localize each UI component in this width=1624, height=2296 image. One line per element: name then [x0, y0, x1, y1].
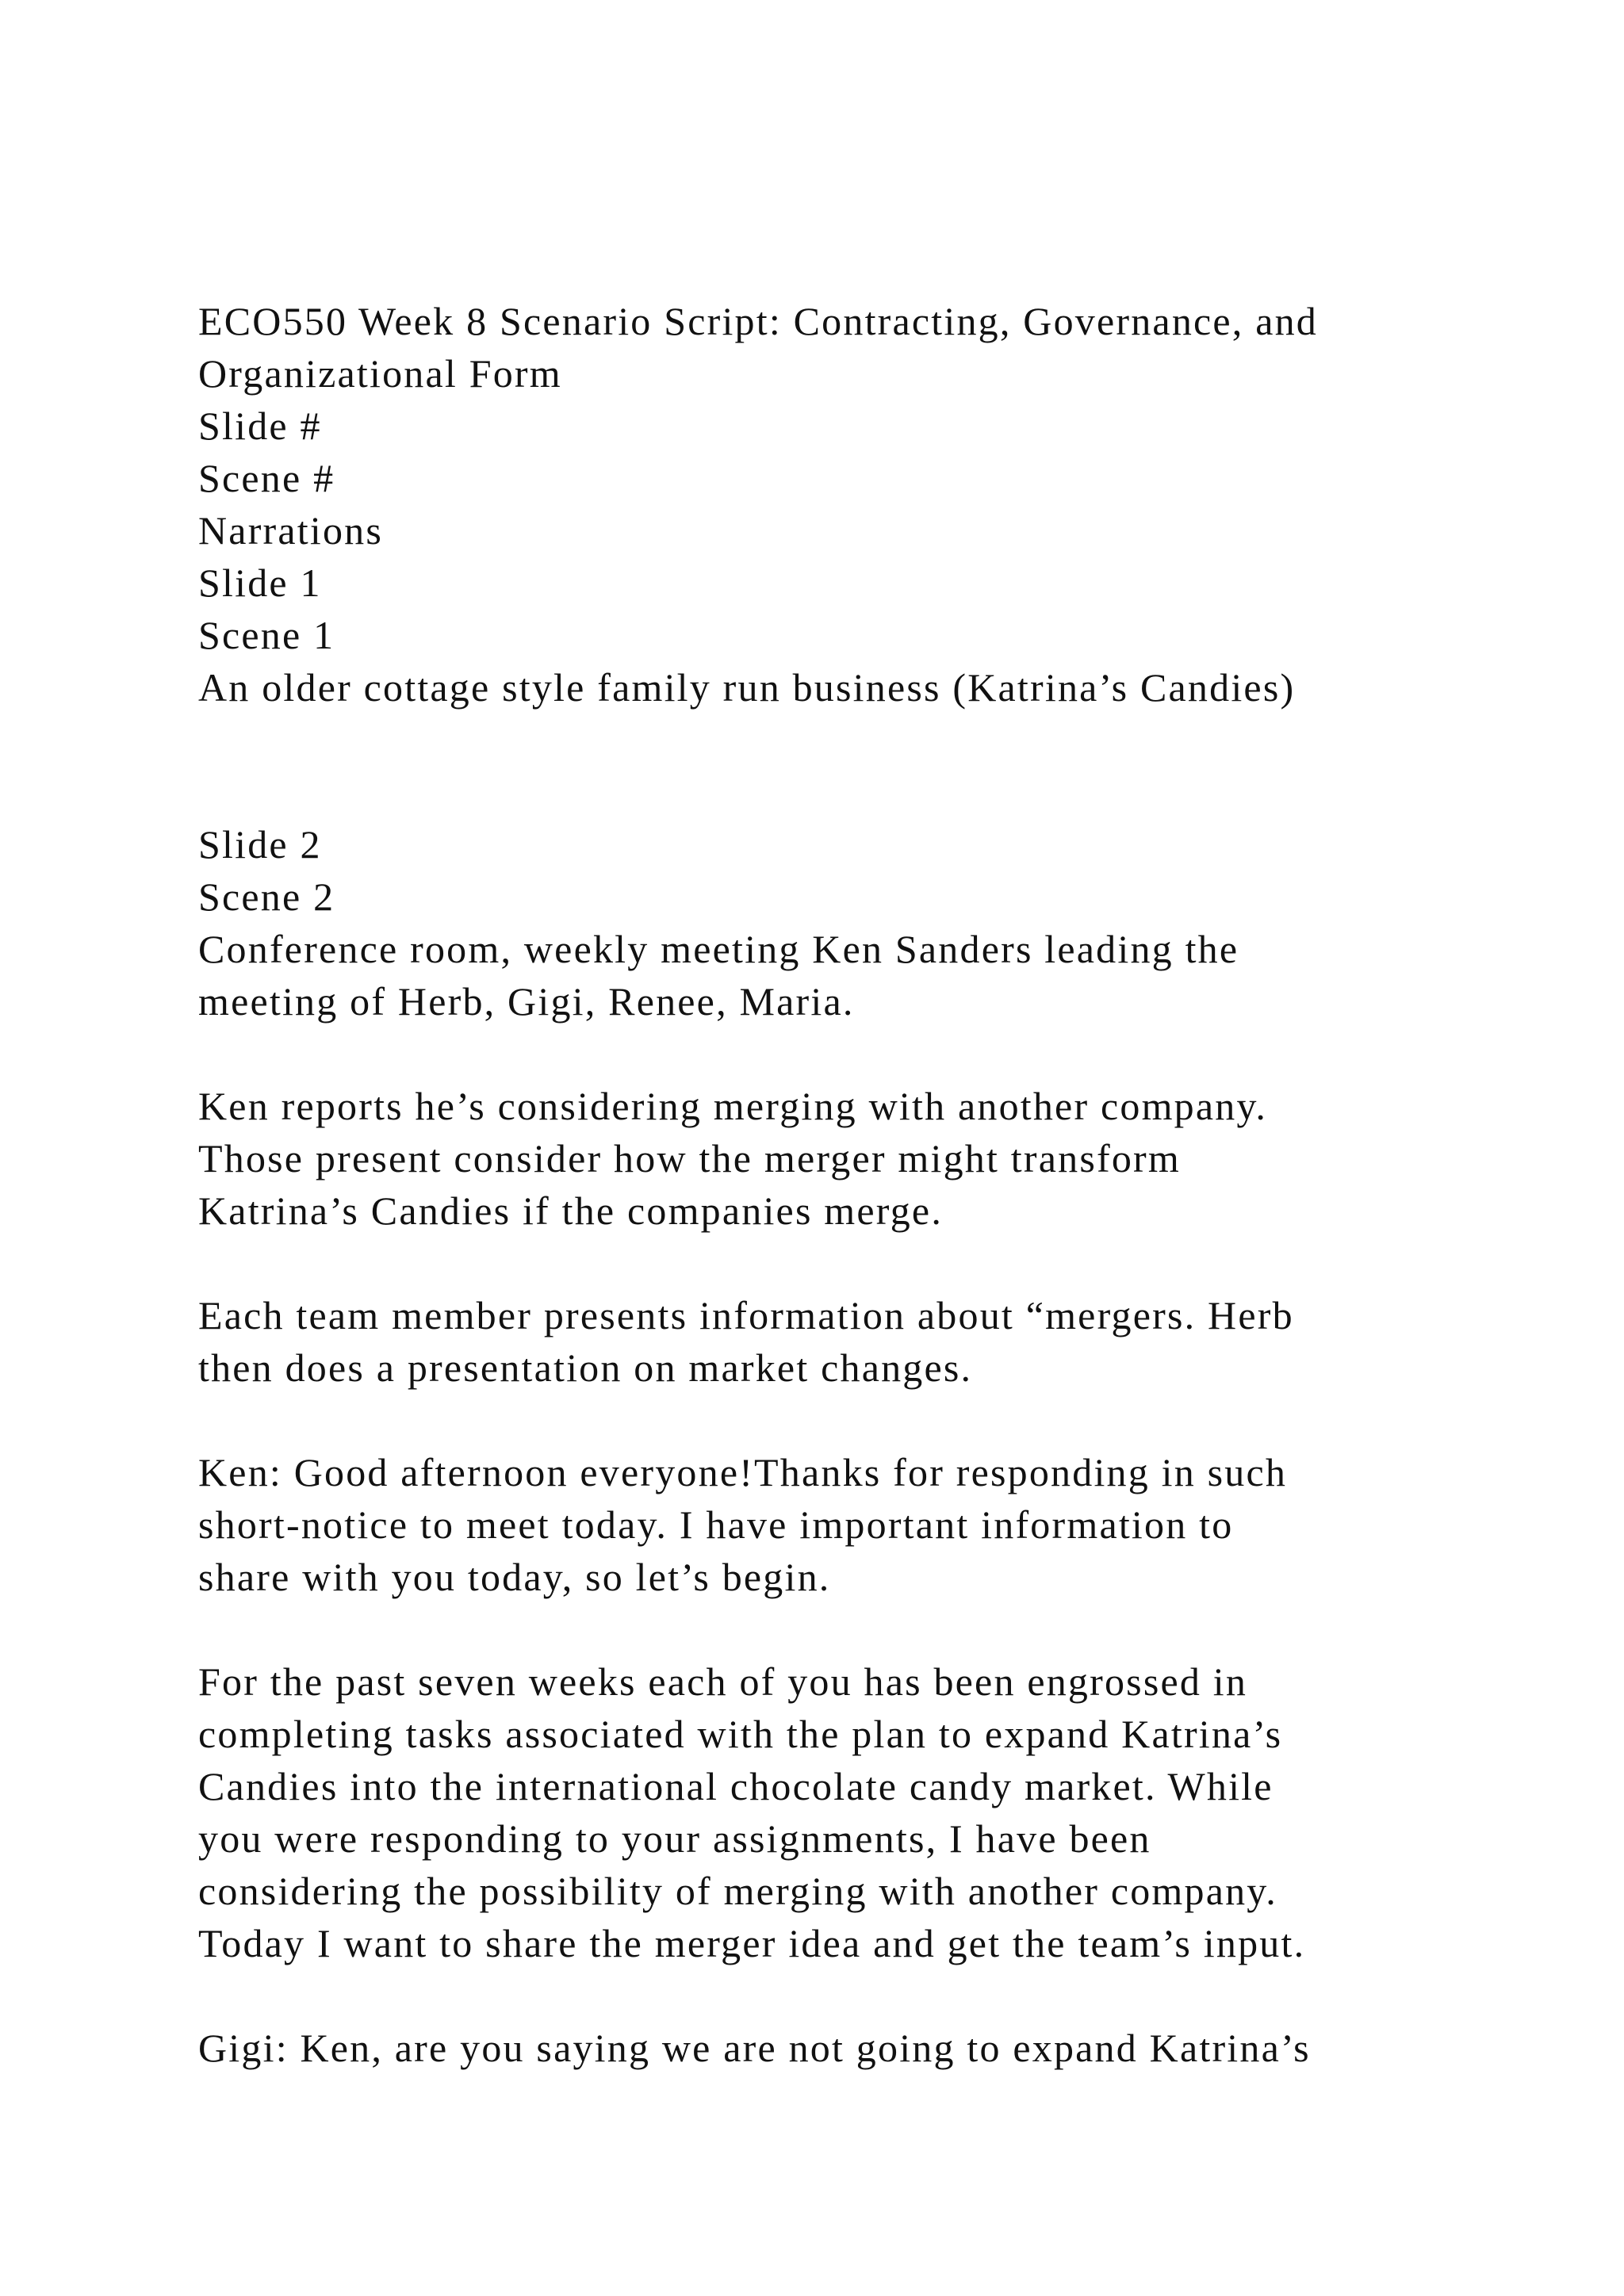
slide-2-label: Slide 2	[198, 822, 322, 867]
ken-greeting-line: short-notice to meet today. I have important information to	[198, 1502, 1234, 1547]
ken-past-weeks-line: you were responding to your assignments, I have been	[198, 1816, 1151, 1861]
document-title-line-2: Organizational Form	[198, 351, 562, 396]
scene-1-label: Scene 1	[198, 613, 335, 657]
document-title-line-1: ECO550 Week 8 Scenario Script: Contracting, Governance, and	[198, 299, 1319, 343]
ken-greeting-line: share with you today, so let’s begin.	[198, 1555, 831, 1599]
team-presents-line: Each team member presents information about “mergers. Herb	[198, 1293, 1294, 1337]
spacer	[198, 1603, 1499, 1655]
scene-2-label: Scene 2	[198, 874, 335, 919]
header-narrations: Narrations	[198, 508, 384, 553]
spacer	[198, 1394, 1499, 1446]
spacer	[198, 1027, 1499, 1080]
merger-report-line: Ken reports he’s considering merging with another company.	[198, 1084, 1268, 1128]
header-scene: Scene #	[198, 456, 335, 500]
scene-1-narration: An older cottage style family run business (Katrina’s Candies)	[198, 665, 1296, 710]
ken-past-weeks-line: Today I want to share the merger idea and get the team’s input.	[198, 1921, 1306, 1965]
scene-2-setting-line: meeting of Herb, Gigi, Renee, Maria.	[198, 979, 855, 1024]
spacer	[198, 1237, 1499, 1289]
header-slide: Slide #	[198, 404, 322, 448]
slide-1-label: Slide 1	[198, 561, 322, 605]
merger-report-line: Katrina’s Candies if the companies merge.	[198, 1188, 944, 1233]
spacer	[198, 714, 1499, 766]
ken-past-weeks-line: Candies into the international chocolate candy market. While	[198, 1764, 1274, 1808]
ken-past-weeks-line: considering the possibility of merging with another company.	[198, 1869, 1277, 1913]
ken-past-weeks-line: For the past seven weeks each of you has been engrossed in	[198, 1659, 1248, 1704]
script-body	[198, 295, 1499, 2074]
spacer	[198, 1969, 1499, 2022]
ken-greeting-line: Ken: Good afternoon everyone!Thanks for responding in such	[198, 1450, 1288, 1494]
spacer	[198, 766, 1499, 818]
scene-2-setting-line: Conference room, weekly meeting Ken Sanders leading the	[198, 927, 1239, 971]
merger-report-line: Those present consider how the merger might transform	[198, 1136, 1181, 1181]
team-presents-line: then does a presentation on market changes.	[198, 1345, 973, 1390]
gigi-line: Gigi: Ken, are you saying we are not going to expand Katrina’s	[198, 2026, 1311, 2070]
ken-past-weeks-line: completing tasks associated with the plan to expand Katrina’s	[198, 1712, 1283, 1756]
